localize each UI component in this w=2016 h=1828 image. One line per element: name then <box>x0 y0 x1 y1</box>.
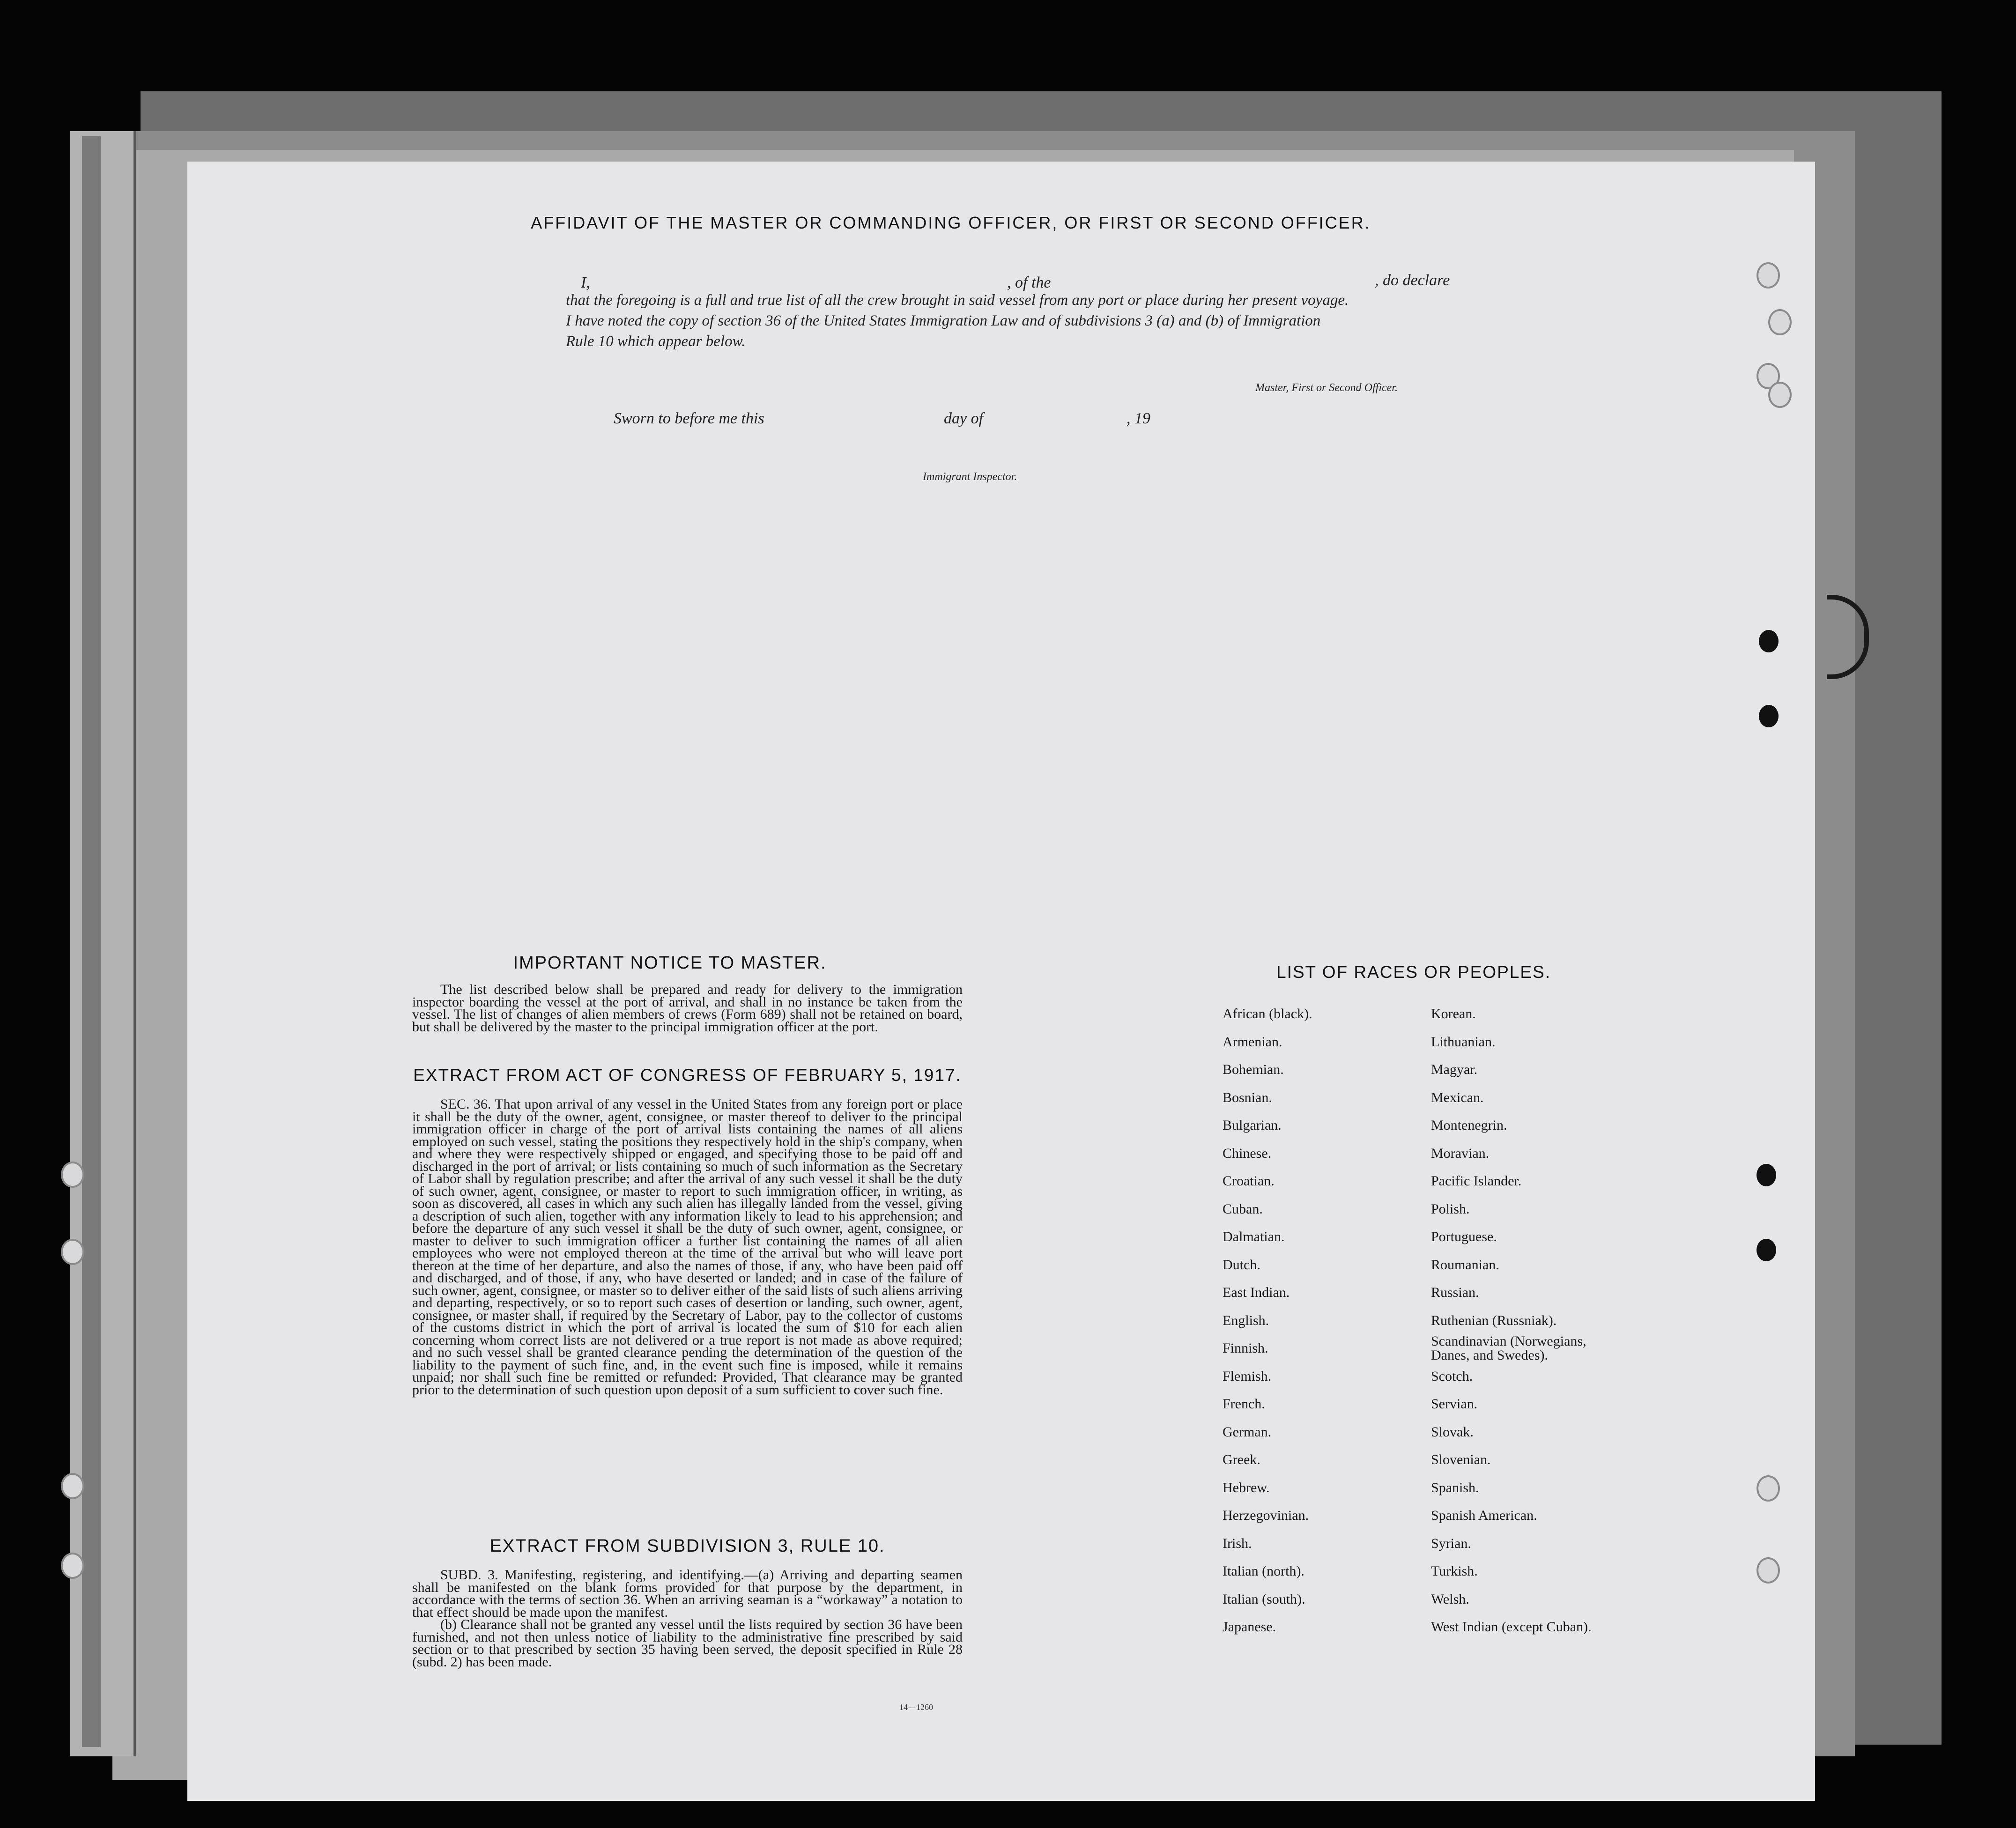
affidavit-do-declare: , do declare <box>1375 272 1450 289</box>
race-entry: West Indian (except Cuban). <box>1431 1619 1592 1635</box>
affidavit-line-4: Rule 10 which appear below. <box>566 333 746 350</box>
rule-heading: EXTRACT FROM SUBDIVISION 3, RULE 10. <box>489 1536 885 1556</box>
race-entry: Scotch. <box>1431 1368 1473 1384</box>
act-text <box>412 1098 963 1396</box>
race-entry: Korean. <box>1431 1006 1476 1021</box>
affidavit-line-2: that the foregoing is a full and true list of all the crew brought in said vessel from any port or place during her present voyage. <box>566 292 1349 309</box>
race-entry: French. <box>1223 1396 1265 1412</box>
race-entry: Bohemian. <box>1223 1062 1284 1077</box>
race-entry: Dutch. <box>1223 1257 1260 1273</box>
race-entry: Ruthenian (Russniak). <box>1431 1312 1557 1328</box>
sworn-text-3: , 19 <box>1127 410 1150 427</box>
binder-spine-shadow <box>82 136 101 1747</box>
races-heading: LIST OF RACES OR PEOPLES. <box>1276 962 1551 982</box>
affidavit-line-3: I have noted the copy of section 36 of the United States Immigration Law and of subdivisions 3 (a) and (b) of Immigration <box>566 312 1321 329</box>
race-entry: African (black). <box>1223 1006 1312 1021</box>
race-entry: Portuguese. <box>1431 1229 1497 1244</box>
binder-hole <box>1757 1557 1780 1584</box>
manifest-page <box>187 162 1815 1801</box>
binder-hole <box>1757 1239 1776 1261</box>
races-column-right <box>1431 1000 1675 1641</box>
binder-spine <box>70 131 136 1756</box>
race-entry: Mexican. <box>1431 1089 1484 1105</box>
race-entry: Montenegrin. <box>1431 1118 1507 1133</box>
race-entry: Bulgarian. <box>1223 1118 1282 1133</box>
sworn-text-1: Sworn to before me this <box>614 410 764 427</box>
race-entry: Russian. <box>1431 1285 1479 1300</box>
notice-paragraph: The list described below shall be prepared and ready for delivery to the immigration inspector boarding the vessel at the port of arrival, and shall in no instance be taken from the vessel. The list of changes of alien members of crews (Form 689) shall not be retained on board, but shall be delivered by the master to the principal immigration officer at the port. <box>412 982 963 1035</box>
act-paragraph: SEC. 36. That upon arrival of any vessel in the United States from any foreign port or place it shall be the duty of the owner, agent, consignee, or master thereof to deliver to the principal immigration officer in charge of the port of arrival lists containing the names of all aliens employed on such vessel, stating the positions they respectively hold in the ship's company, when and where they were respectively shipped or engaged, and specifying those to be paid off and discharged in the port of arrival; or lists containing so much of such information as the Secretary of Labor shall by regulation prescribe; and after the arrival of any such vessel it shall be the duty of such owner, agent, consignee, or master to report to such immigration officer, in writing, as soon as discovered, all cases in which any such alien has illegally landed from the vessel, giving a description of such alien, together with any information likely to lead to his apprehension; and before the departure of any such vessel it shall be the duty of such owner, agent, consignee, or master to deliver to such immigration officer a further list containing the names of all alien employees who were not employed thereon at the time of the arrival but who will leave port thereon at the time of her departure, and also the names of those, if any, who have been paid off and discharged, and of those, if any, who have deserted or landed; and in case of the failure of such owner, agent, consignee, or master so to deliver either of the said lists of such aliens arriving and departing, respectively, or so to report such cases of desertion or landing, such owner, agent, consignee, or master shall, if required by the Secretary of Labor, pay to the collector of customs of the customs district in which the port of arrival is located the sum of $10 for each alien concerning whom correct lists are not delivered or a true report is not made as above required; and no such vessel shall be granted clearance pending the determination of the question of the liability to the payment of such fine, and, in the event such fine is imposed, while it remains unpaid; nor shall such fine be remitted or refunded: Provided, That clearance may be granted prior to the determination of such question upon deposit of a sum sufficient to cover such fine. <box>412 1096 963 1398</box>
affidavit-of-the: , of the <box>1007 274 1051 291</box>
race-entry: Roumanian. <box>1431 1257 1499 1273</box>
binder-hole <box>1768 309 1792 335</box>
race-entry: Polish. <box>1431 1201 1470 1217</box>
sworn-text-2: day of <box>944 410 984 427</box>
race-entry: Lithuanian. <box>1431 1034 1496 1050</box>
race-entry: Turkish. <box>1431 1563 1478 1579</box>
binder-hole <box>1757 262 1780 289</box>
race-entry: Pacific Islander. <box>1431 1173 1522 1189</box>
race-entry: Japanese. <box>1223 1619 1276 1635</box>
race-entry: Scandinavian (Norwegians, Danes, and Swedes). <box>1431 1333 1586 1363</box>
affidavit-i: I, <box>581 274 590 291</box>
binder-hole <box>1768 382 1792 408</box>
race-entry: German. <box>1223 1424 1272 1440</box>
race-entry: East Indian. <box>1223 1285 1290 1300</box>
race-entry: Italian (north). <box>1223 1563 1304 1579</box>
binder-hole <box>1759 705 1779 727</box>
master-signature-label: Master, First or Second Officer. <box>1255 382 1398 394</box>
notice-text <box>412 984 963 1033</box>
notice-heading: IMPORTANT NOTICE TO MASTER. <box>513 953 827 973</box>
binder-hole <box>61 1553 84 1579</box>
race-entry: Magyar. <box>1431 1062 1478 1077</box>
race-entry: Hebrew. <box>1223 1480 1270 1495</box>
race-entry: Bosnian. <box>1223 1089 1272 1105</box>
race-entry: Flemish. <box>1223 1368 1272 1384</box>
race-entry: Slovak. <box>1431 1424 1474 1440</box>
race-entry: Spanish American. <box>1431 1508 1537 1523</box>
race-entry: Servian. <box>1431 1396 1478 1412</box>
race-entry: Finnish. <box>1223 1340 1268 1356</box>
act-heading: EXTRACT FROM ACT OF CONGRESS OF FEBRUARY 5, 1917. <box>413 1066 962 1085</box>
rule-paragraph-a: SUBD. 3. Manifesting, registering, and identifying.—(a) Arriving and departing seamen shall be manifested on the blank forms provided for that purpose by the department, in accordance with the terms of section 36. When an arriving seaman is a “workaway” a notation to that effect should be made upon the manifest. <box>412 1567 963 1620</box>
binder-hole <box>1757 1164 1776 1186</box>
rule-paragraph-b: (b) Clearance shall not be granted any vessel until the lists required by section 36 have been furnished, and not then unless notice of liability to the administrative fine prescribed by said section or to that prescribed by section 35 having been served, the deposit specified in Rule 28 (subd. 2) has been made. <box>412 1617 963 1670</box>
race-entry: Croatian. <box>1223 1173 1275 1189</box>
race-entry: Cuban. <box>1223 1201 1263 1217</box>
race-entry: Moravian. <box>1431 1145 1490 1161</box>
race-entry: Armenian. <box>1223 1034 1282 1050</box>
race-entry: Slovenian. <box>1431 1452 1491 1467</box>
race-entry: English. <box>1223 1312 1269 1328</box>
race-entry: Chinese. <box>1223 1145 1272 1161</box>
form-number: 14—1260 <box>899 1702 933 1712</box>
binder-hole <box>1757 1475 1780 1502</box>
race-entry: Syrian. <box>1431 1535 1471 1551</box>
race-entry: Dalmatian. <box>1223 1229 1285 1244</box>
inspector-label: Immigrant Inspector. <box>923 471 1017 483</box>
binder-hole <box>61 1473 84 1499</box>
races-column-left <box>1223 1000 1419 1641</box>
race-entry: Italian (south). <box>1223 1591 1305 1607</box>
race-entry: Spanish. <box>1431 1480 1479 1495</box>
rule-text <box>412 1569 963 1668</box>
race-entry: Greek. <box>1223 1452 1260 1467</box>
affidavit-title: AFFIDAVIT OF THE MASTER OR COMMANDING OFFICER, OR FIRST OR SECOND OFFICER. <box>531 213 1371 232</box>
binder-hole <box>61 1162 84 1188</box>
race-entry: Irish. <box>1223 1535 1252 1551</box>
binder-hole <box>1759 630 1779 652</box>
race-entry: Herzegovinian. <box>1223 1508 1309 1523</box>
binder-hole <box>61 1239 84 1265</box>
race-entry: Welsh. <box>1431 1591 1469 1607</box>
